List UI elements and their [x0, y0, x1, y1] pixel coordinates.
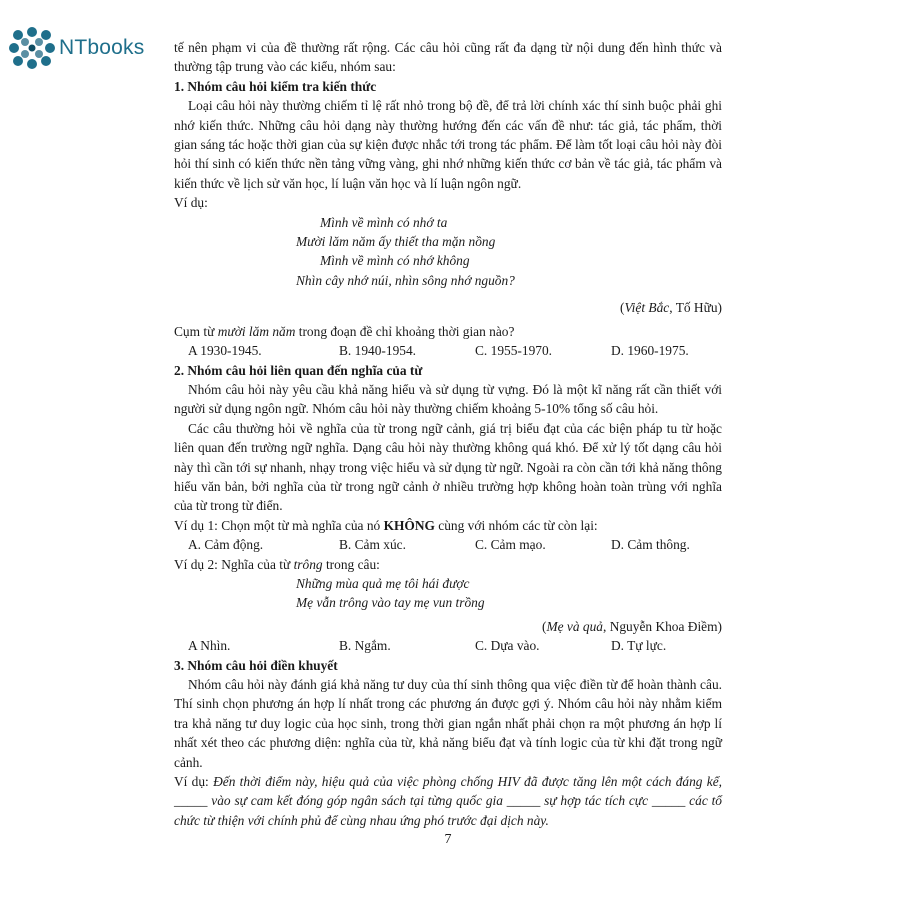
brand-name: NTbooks — [59, 36, 145, 59]
poem-line: Nhìn cây nhớ núi, nhìn sông nhớ nguồn? — [296, 272, 515, 288]
section-2-example-2-options — [174, 636, 722, 655]
poem-line: Mình về mình có nhớ không — [320, 253, 470, 269]
option-b: B. Ngắm. — [339, 638, 391, 654]
option-b: B. Cảm xúc. — [339, 537, 406, 553]
source-author: , Tố Hữu) — [669, 300, 722, 316]
question-emphasis: mười lăm năm — [217, 323, 296, 339]
section-2-source: (Mẹ và quả, Nguyễn Khoa Điềm) — [542, 618, 722, 634]
section-1-question — [174, 322, 722, 341]
section-2-example-2 — [174, 555, 722, 574]
question-text: trong đoạn đề chỉ khoảng thời gian nào? — [295, 323, 515, 339]
page-content — [174, 38, 722, 850]
section-2-example-1 — [174, 516, 722, 535]
option-c: C. Cảm mạo. — [475, 537, 546, 553]
section-1-poem — [174, 213, 722, 291]
option-a: A Nhìn. — [188, 638, 231, 654]
example-emphasis: trông — [293, 556, 323, 572]
example-label: Ví dụ: — [174, 774, 214, 790]
source-work: Việt Bắc — [624, 300, 670, 316]
section-2-example-1-options — [174, 535, 722, 554]
poem-line: Những mùa quả mẹ tôi hái được — [296, 575, 470, 591]
section-2-poem — [174, 574, 722, 613]
section-1-options — [174, 341, 722, 360]
option-a: A 1930-1945. — [188, 343, 262, 359]
section-3-example — [174, 772, 722, 830]
section-3-paragraph: Nhóm câu hỏi này đánh giá khả năng tư duy của thí sinh thông qua việc điền từ để hoàn thành câu. Thí sinh chọn phương án hợp lí nhất trong các phương án được gợi ý. Nhóm câu hỏi này nhằm kiểm tra khả năng tư duy logic của học sinh, trong thời gian ngắn nhất phải chọn ra một phương án hợp lí nhất xét theo các phương diện: nghĩa của từ, khả năng biểu đạt và tính logic của từ khi đặt trong ngữ cảnh. — [174, 677, 722, 770]
example-text: cùng với nhóm các từ còn lại: — [434, 517, 598, 533]
ntbooks-logo-icon — [8, 26, 56, 70]
example-text: Ví dụ 2: Nghĩa của từ — [174, 556, 294, 572]
section-2-heading: 2. Nhóm câu hỏi liên quan đến nghĩa của từ — [174, 362, 423, 378]
section-1-heading: 1. Nhóm câu hỏi kiểm tra kiến thức — [174, 78, 377, 94]
brand-logo — [8, 26, 144, 70]
option-d: D. Tự lực. — [611, 638, 667, 654]
poem-line: Mình về mình có nhớ ta — [320, 214, 448, 230]
section-1-example-label: Ví dụ: — [174, 195, 208, 211]
example-emphasis: KHÔNG — [383, 517, 435, 533]
section-3-heading: 3. Nhóm câu hỏi điền khuyết — [174, 657, 338, 673]
section-2-paragraph-1: Nhóm câu hỏi này yêu cầu khả năng hiểu và sử dụng từ vựng. Đó là một kĩ năng rất cần thiết với người sử dụng ngôn ngữ. Nhóm câu hỏi này thường chiếm khoảng 5-10% tổng số câu hỏi. — [174, 381, 722, 417]
option-b: B. 1940-1954. — [339, 343, 416, 359]
page-number: 7 — [444, 832, 452, 848]
poem-line: Mẹ vẫn trông vào tay mẹ vun trồng — [296, 595, 485, 611]
intro-paragraph: tế nên phạm vi của đề thường rất rộng. Các câu hỏi cũng rất đa dạng từ nội dung đến hình thức và thường tập trung vào các kiểu, nhóm sau: — [174, 40, 722, 75]
poem-line: Mười lăm năm ấy thiết tha mặn nồng — [296, 234, 496, 250]
source-work: Mẹ và quả — [546, 618, 603, 634]
section-2-paragraph-2: Các câu thường hỏi về nghĩa của từ trong ngữ cảnh, giá trị biểu đạt của các biện pháp tu từ hoặc liên quan đến trường ngữ nghĩa. Dạng câu hỏi này thường không quá khó. Để xử lý tốt dạng câu hỏi này thì cần tới sự nhanh, nhạy trong việc hiểu và sử dụng từ ngữ. Ngoài ra còn cần tới khả năng thông hiểu văn bản, bởi nghĩa của từ trong ngữ cảnh ở nhiều trường hợp không hoàn toàn trùng với nghĩa của từ trong từ điển. — [174, 420, 722, 514]
option-c: C. 1955-1970. — [475, 343, 552, 359]
option-d: D. Cảm thông. — [611, 537, 690, 553]
source-author: , Nguyễn Khoa Điềm) — [603, 618, 722, 634]
option-a: A. Cảm động. — [188, 537, 264, 553]
option-c: C. Dựa vào. — [475, 638, 540, 654]
example-text: trong câu: — [322, 556, 380, 572]
section-1-source: (Việt Bắc, Tố Hữu) — [620, 300, 722, 316]
example-sentence: Đến thời điểm này, hiệu quả của việc phòng chống HIV đã được tăng lên một cách đáng kể, _____ vào sự cam kết đóng góp ngân sách tại từng quốc gia _____ sự hợp tác tích cực _____ các tổ chức từ thiện với chính phủ để cùng nhau ứng phó trước đại dịch này. — [174, 774, 723, 828]
option-d: D. 1960-1975. — [611, 343, 689, 359]
question-text: Cụm từ — [174, 323, 218, 339]
section-1-paragraph: Loại câu hỏi này thường chiếm tỉ lệ rất nhỏ trong bộ đề, để trả lời chính xác thí sinh buộc phải ghi nhớ kiến thức. Những câu hỏi dạng này thường hướng đến các vấn đề như: tác giả, tác phẩm, thời gian sáng tác hoặc thời gian của sự kiện được nhắc tới trong tác phẩm. Để làm tốt loại câu hỏi này đòi hỏi thí sinh có kiến thức nền tảng vững vàng, ghi nhớ những kiến thức cơ bản về tác giả, tác phẩm và kiến thức về lịch sử văn học, lí luận văn học và lí luận ngôn ngữ. — [174, 98, 722, 191]
example-text: Ví dụ 1: Chọn một từ mà nghĩa của nó — [174, 517, 384, 533]
